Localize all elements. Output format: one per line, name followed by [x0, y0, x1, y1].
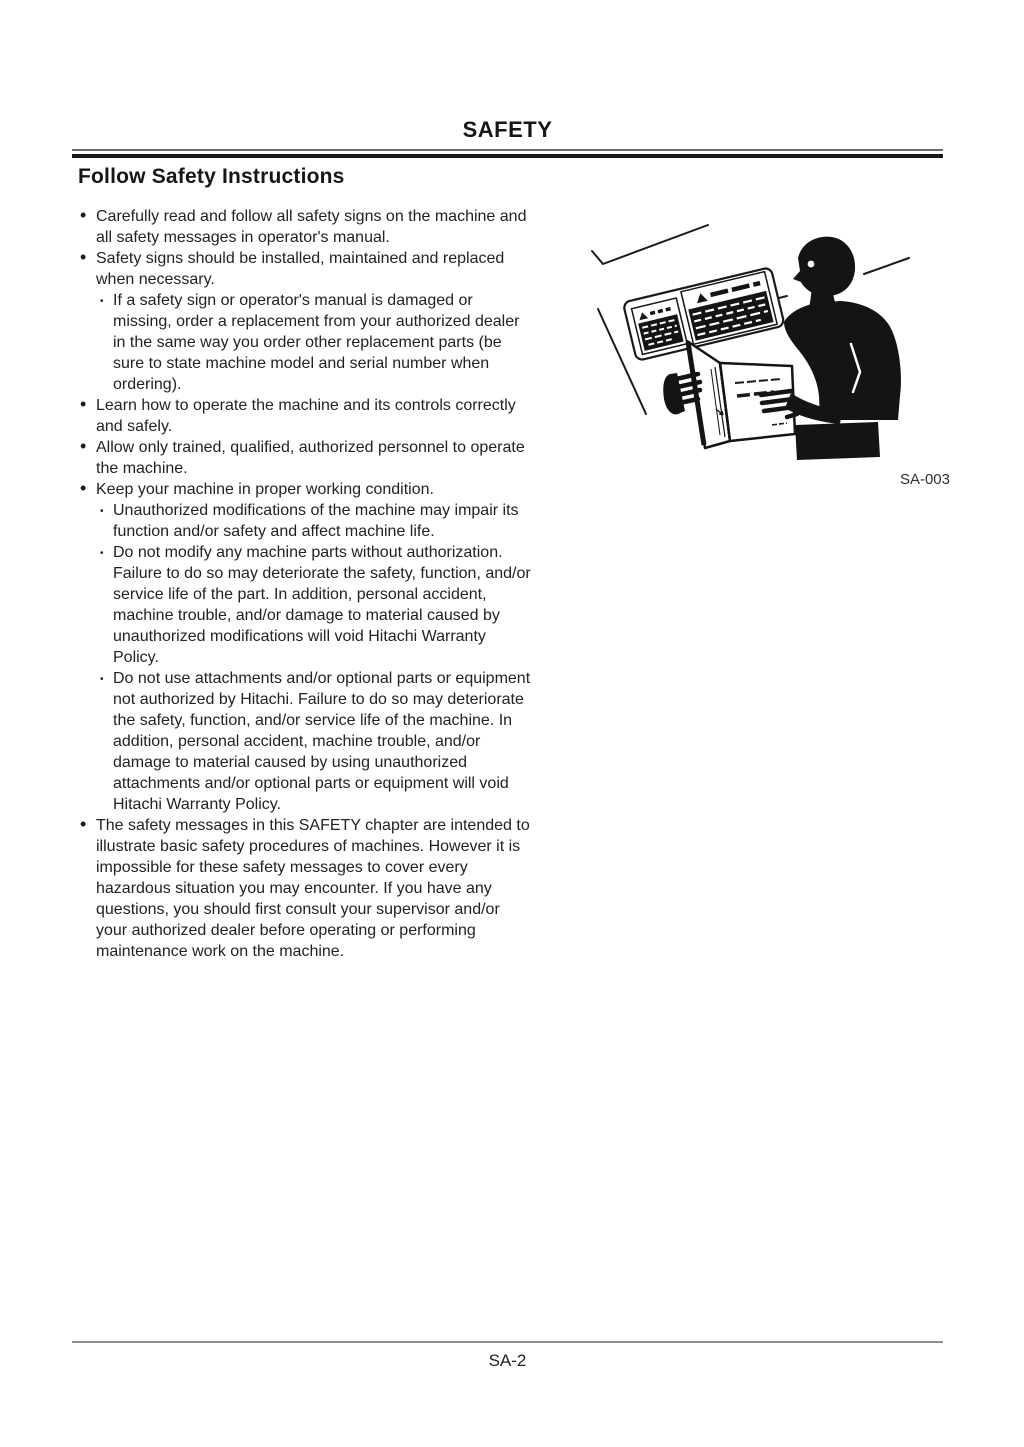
- warning-label-large: [681, 272, 777, 345]
- section-heading: Follow Safety Instructions: [78, 165, 345, 188]
- header-double-rule: [72, 149, 943, 158]
- safety-subpoint: [100, 542, 535, 668]
- figure-caption: SA-003: [899, 471, 950, 488]
- safety-subpoints: [96, 290, 535, 395]
- safety-point: [79, 248, 535, 395]
- safety-point: [79, 479, 535, 815]
- safety-subpoint: [100, 500, 535, 542]
- safety-subpoint: [100, 668, 535, 815]
- safety-point-text: Keep your machine in proper working condition.: [96, 481, 434, 498]
- safety-instructions: [79, 206, 535, 962]
- safety-point: [79, 206, 535, 248]
- safety-point-text: The safety messages in this SAFETY chapter are intended to illustrate basic safety procedures of machines. However it is impossible for these safety messages to cover every hazardous situation you may encounter. If you have any questions, you should first consult your supervisor and/or your authorized dealer before operating or performing maintenance work on the machine.: [96, 817, 530, 960]
- safety-subpoint-text: Do not modify any machine parts without authorization. Failure to do so may deteriorate the safety, function, and/or service life of the part. In addition, personal accident, machine trouble, and/or damage to material caused by unauthorized modifications will void Hitachi Warranty Policy.: [113, 544, 531, 666]
- footer-rule: [72, 1341, 943, 1343]
- safety-subpoint-text: Do not use attachments and/or optional parts or equipment not authorized by Hitachi. Failure to do so may deteriorate the safety, function, and/or service life of the machine. In addition, personal accident, machine trouble, and/or damage to material caused by using unauthorized attachments and/or optional parts or equipment will void Hitachi Warranty Policy.: [113, 670, 531, 813]
- safety-subpoint: [100, 290, 535, 395]
- safety-point: [79, 395, 535, 437]
- figure-operator-reading-manual: [588, 224, 960, 488]
- safety-point-text: Safety signs should be installed, maintained and replaced when necessary.: [96, 250, 505, 288]
- safety-subpoints: [96, 500, 535, 815]
- safety-subpoint-text: If a safety sign or operator's manual is damaged or missing, order a replacement from your authorized dealer in the same way you order other replacement parts (be sure to state machine model and serial number when ordering).: [113, 292, 520, 393]
- safety-point: [79, 815, 535, 962]
- operator-head: [793, 237, 855, 296]
- warning-label-small: [632, 298, 688, 354]
- safety-instructions-list: [79, 206, 535, 962]
- operator-lap: [795, 422, 880, 460]
- safety-point: [79, 437, 535, 479]
- chapter-title: SAFETY: [462, 117, 553, 142]
- warning-label-plate: [623, 267, 785, 361]
- operator-silhouette: [784, 237, 901, 460]
- operator-reading-manual-illustration: [588, 224, 960, 469]
- operator-ear-dot: [808, 261, 815, 268]
- safety-point-text: Learn how to operate the machine and its controls correctly and safely.: [96, 397, 516, 435]
- page-number: SA-2: [488, 1351, 527, 1370]
- safety-subpoint-text: Unauthorized modifications of the machine may impair its function and/or safety and affect machine life.: [113, 502, 519, 540]
- safety-point-text: Allow only trained, qualified, authorized personnel to operate the machine.: [96, 439, 525, 477]
- safety-point-text: Carefully read and follow all safety signs on the machine and all safety messages in operator's manual.: [96, 208, 527, 246]
